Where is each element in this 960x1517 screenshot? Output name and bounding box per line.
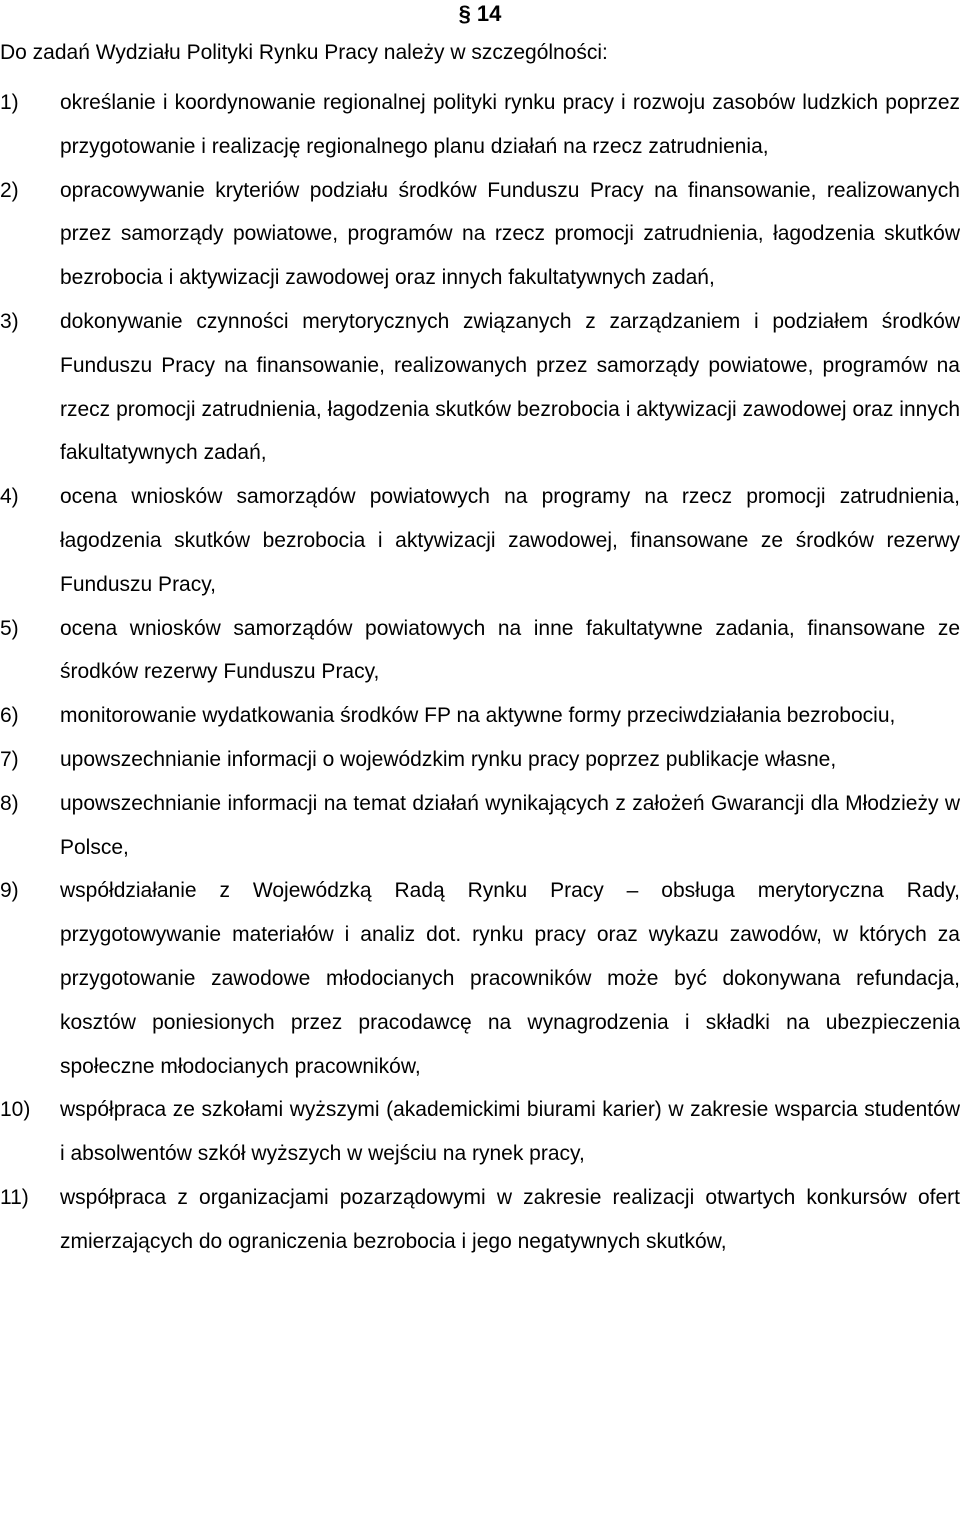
intro-text: Do zadań Wydziału Polityki Rynku Pracy należy w szczególności: [0,41,608,64]
list-item [0,1176,960,1264]
list-item-text: dokonywanie czynności merytorycznych związanych z zarządzaniem i podziałem środków Funduszu Pracy na finansowanie, realizowanych przez samorządy powiatowe, programów na rzecz promocji zatrudnienia, łagodzenia skutków bezrobocia i aktywizacji zawodowej oraz innych fakultatywnych zadań, [60,309,960,465]
list-item [0,782,960,870]
list-item [0,694,960,738]
list-item [0,81,960,169]
list-item-text: upowszechnianie informacji o wojewódzkim rynku pracy poprzez publikacje własne, [60,747,837,771]
list-item [0,738,960,782]
list-item-text: ocena wniosków samorządów powiatowych na programy na rzecz promocji zatrudnienia, łagodzenia skutków bezrobocia i aktywizacji zawodowej, finansowane ze środków rezerwy Funduszu Pracy, [60,485,960,596]
section-heading: § 14 [458,1,502,26]
list-item-text: opracowywanie kryteriów podziału środków Funduszu Pracy na finansowanie, realizowanych przez samorządy powiatowe, programów na rzecz promocji zatrudnienia, łagodzenia skutków bezrobocia i aktywizacji zawodowej oraz innych fakultatywnych zadań, [60,178,960,290]
list-item-number: 4) [0,485,19,509]
list-item [0,869,960,1088]
list-item-number: 5) [0,616,19,640]
list-item-text: współpraca ze szkołami wyższymi (akademickimi biurami karier) w zakresie wsparcia studentów i absolwentów szkół wyższych w wejściu na rynek pracy, [60,1098,960,1166]
list-item-number: 7) [0,747,19,771]
list-item-text: monitorowanie wydatkowania środków FP na aktywne formy przeciwdziałania bezrobociu, [60,704,896,728]
list-item-number: 9) [0,879,19,903]
list-item-text: upowszechnianie informacji na temat działań wynikających z założeń Gwarancji dla Młodzieży w Polsce, [60,791,960,859]
list-item [0,607,960,695]
list-item-number: 8) [0,791,19,815]
list-item-number: 2) [0,178,19,202]
list-item [0,300,960,475]
list-item [0,1088,960,1176]
task-list [0,81,960,1264]
list-item-text: współpraca z organizacjami pozarządowymi w zakresie realizacji otwartych konkursów ofert zmierzających do ograniczenia bezrobocia i jego negatywnych skutków, [60,1185,960,1253]
list-item-number: 3) [0,309,19,333]
list-item-number: 10) [0,1098,31,1122]
list-item-number: 6) [0,704,19,728]
list-item [0,169,960,300]
list-item-number: 1) [0,91,19,114]
list-item-text: ocena wniosków samorządów powiatowych na inne fakultatywne zadania, finansowane ze środków rezerwy Funduszu Pracy, [60,616,960,684]
list-item-text: współdziałanie z Wojewódzką Radą Rynku Pracy – obsługa merytoryczna Rady, przygotowywanie materiałów i analiz dot. rynku pracy oraz wykazu zawodów, w których za przygotowanie zawodowe młodocianych pracowników może być dokonywana refundacja, kosztów poniesionych przez pracodawcę na wynagrodzenia i składki na ubezpieczenia społeczne młodocianych pracowników, [60,879,960,1078]
list-item-text: określanie i koordynowanie regionalnej polityki rynku pracy i rozwoju zasobów ludzkich poprzez przygotowanie i realizację regionalnego planu działań na rzecz zatrudnienia, [60,91,960,158]
list-item-number: 11) [0,1185,29,1209]
list-item [0,475,960,606]
